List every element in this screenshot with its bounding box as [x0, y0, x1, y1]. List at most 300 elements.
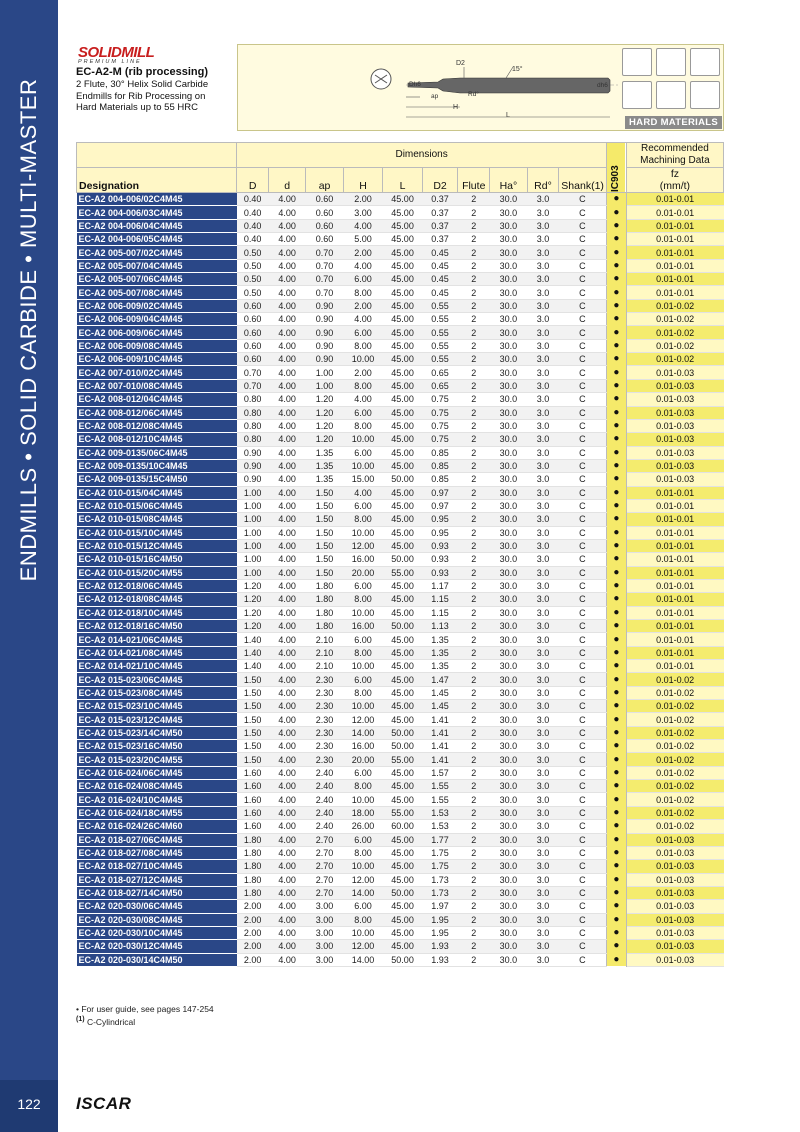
col-d: d: [268, 168, 305, 193]
dimension-cell: 1.97: [422, 900, 457, 913]
designation-cell: EC-A2 006-009/08C4M45: [77, 339, 237, 352]
dimension-cell: 2: [458, 686, 490, 699]
dimension-cell: C: [559, 740, 607, 753]
dimension-cell: 2: [458, 620, 490, 633]
dimension-cell: 2: [458, 193, 490, 206]
dimension-cell: C: [559, 326, 607, 339]
dimension-cell: 4.00: [268, 740, 305, 753]
dimension-cell: 3.0: [527, 313, 559, 326]
dimension-cell: 0.90: [306, 353, 343, 366]
designation-cell: EC-A2 005-007/08C4M45: [77, 286, 237, 299]
dimension-cell: 30.0: [490, 593, 527, 606]
dimension-cell: 30.0: [490, 873, 527, 886]
dimension-cell: 30.0: [490, 313, 527, 326]
dimension-cell: 10.00: [343, 606, 383, 619]
dimension-cell: 1.95: [422, 913, 457, 926]
dimension-cell: 2: [458, 726, 490, 739]
fz-cell: 0.01-0.01: [626, 566, 723, 579]
dimension-cell: 4.00: [268, 299, 305, 312]
dimension-cell: 2: [458, 780, 490, 793]
dimension-cell: 2: [458, 593, 490, 606]
dimension-cell: 30.0: [490, 860, 527, 873]
label-dh6-left: Dh6: [409, 81, 421, 88]
grade-availability-cell: ●: [606, 633, 626, 646]
dimension-cell: 0.95: [422, 513, 457, 526]
dimension-cell: 0.60: [306, 193, 343, 206]
fz-cell: 0.01-0.02: [626, 673, 723, 686]
dimension-cell: 1.40: [237, 633, 269, 646]
dimension-cell: 55.00: [383, 753, 423, 766]
dimension-cell: 4.00: [268, 726, 305, 739]
dimension-cell: 0.80: [237, 406, 269, 419]
dimension-cell: 30.0: [490, 286, 527, 299]
description-line: Endmills for Rib Processing on: [76, 90, 206, 102]
fz-cell: 0.01-0.02: [626, 780, 723, 793]
dimension-cell: 10.00: [343, 660, 383, 673]
dimension-cell: C: [559, 953, 607, 966]
dimension-cell: 1.13: [422, 620, 457, 633]
dimension-cell: 4.00: [268, 753, 305, 766]
dimension-cell: 45.00: [383, 593, 423, 606]
dimension-cell: 3.0: [527, 953, 559, 966]
col-D: D: [237, 168, 269, 193]
dimension-cell: 3.0: [527, 353, 559, 366]
dimension-cell: 45.00: [383, 206, 423, 219]
table-row: [77, 700, 724, 713]
designation-cell: EC-A2 004-006/03C4M45: [77, 206, 237, 219]
grade-availability-cell: ●: [606, 286, 626, 299]
dimension-cell: 1.35: [306, 459, 343, 472]
dimension-cell: 3.0: [527, 433, 559, 446]
designation-cell: EC-A2 005-007/04C4M45: [77, 259, 237, 272]
dimension-cell: 4.00: [268, 860, 305, 873]
designation-cell: EC-A2 008-012/04C4M45: [77, 393, 237, 406]
dimension-cell: 3.0: [527, 620, 559, 633]
dimension-cell: 0.60: [237, 339, 269, 352]
dimension-cell: 8.00: [343, 780, 383, 793]
dimension-cell: 1.41: [422, 753, 457, 766]
dimension-cell: 1.80: [237, 846, 269, 859]
dimension-cell: 1.80: [237, 833, 269, 846]
dimension-cell: 1.73: [422, 873, 457, 886]
table-row: [77, 419, 724, 432]
dimension-cell: 1.00: [237, 553, 269, 566]
dimension-cell: 30.0: [490, 433, 527, 446]
dimension-cell: 4.00: [268, 713, 305, 726]
dimension-cell: 3.0: [527, 913, 559, 926]
fz-cell: 0.01-0.01: [626, 219, 723, 232]
dimension-cell: 0.60: [237, 326, 269, 339]
dimension-cell: 3.0: [527, 206, 559, 219]
footnote-marker: (1): [76, 1016, 85, 1023]
dimension-cell: 3.0: [527, 553, 559, 566]
dimension-cell: 4.00: [268, 606, 305, 619]
label-rd: Rd°: [468, 91, 479, 98]
brand-logo: ISCAR: [76, 1094, 132, 1113]
dimension-cell: 4.00: [268, 633, 305, 646]
dimension-cell: 4.00: [268, 820, 305, 833]
dimension-cell: 1.20: [306, 406, 343, 419]
dimension-cell: C: [559, 339, 607, 352]
table-row: [77, 393, 724, 406]
dimension-cell: 2: [458, 673, 490, 686]
dimension-cell: 0.50: [237, 273, 269, 286]
dimension-cell: 45.00: [383, 926, 423, 939]
designation-cell: EC-A2 009-0135/06C4M45: [77, 446, 237, 459]
grade-availability-cell: ●: [606, 513, 626, 526]
dimension-cell: 4.00: [268, 940, 305, 953]
dimension-cell: 3.0: [527, 753, 559, 766]
dimension-cell: 45.00: [383, 273, 423, 286]
dimension-cell: C: [559, 860, 607, 873]
dimension-cell: 2: [458, 446, 490, 459]
designation-cell: EC-A2 008-012/08C4M45: [77, 419, 237, 432]
dimension-cell: 45.00: [383, 579, 423, 592]
dimension-cell: 4.00: [268, 206, 305, 219]
dimension-cell: 8.00: [343, 513, 383, 526]
dimension-cell: 1.80: [306, 593, 343, 606]
dimension-cell: 3.0: [527, 326, 559, 339]
grade-availability-cell: ●: [606, 886, 626, 899]
table-row: [77, 286, 724, 299]
dimension-cell: 2: [458, 806, 490, 819]
dimension-cell: 45.00: [383, 646, 423, 659]
dimension-cell: 0.37: [422, 233, 457, 246]
dimension-cell: 1.17: [422, 579, 457, 592]
grade-availability-cell: ●: [606, 700, 626, 713]
col-L: L: [383, 168, 423, 193]
table-row: [77, 326, 724, 339]
dimension-cell: 26.00: [343, 820, 383, 833]
dimension-cell: 0.45: [422, 286, 457, 299]
dimension-cell: 3.0: [527, 646, 559, 659]
dimension-cell: 3.0: [527, 579, 559, 592]
dimension-cell: 1.55: [422, 793, 457, 806]
dimension-cell: 1.35: [306, 473, 343, 486]
dimension-cell: C: [559, 433, 607, 446]
dimension-cell: 30.0: [490, 339, 527, 352]
dimension-cell: C: [559, 620, 607, 633]
dimension-cell: 30.0: [490, 459, 527, 472]
dimension-cell: 45.00: [383, 419, 423, 432]
fz-cell: 0.01-0.01: [626, 526, 723, 539]
fz-cell: 0.01-0.01: [626, 206, 723, 219]
fz-cell: 0.01-0.01: [626, 193, 723, 206]
fz-cell: 0.01-0.03: [626, 366, 723, 379]
dimension-cell: C: [559, 606, 607, 619]
dimension-cell: 2: [458, 246, 490, 259]
dimension-cell: C: [559, 926, 607, 939]
grade-availability-cell: ●: [606, 673, 626, 686]
dimension-cell: 2: [458, 273, 490, 286]
dimension-cell: 1.20: [306, 393, 343, 406]
col-H: H: [343, 168, 383, 193]
fz-cell: 0.01-0.01: [626, 499, 723, 512]
dimension-cell: 0.75: [422, 406, 457, 419]
dimension-cell: 2: [458, 646, 490, 659]
dimension-cell: 45.00: [383, 406, 423, 419]
dimension-cell: 4.00: [268, 900, 305, 913]
description-line: Hard Materials up to 55 HRC: [76, 102, 198, 113]
dimension-cell: 30.0: [490, 753, 527, 766]
dimension-cell: C: [559, 873, 607, 886]
dimension-cell: 0.40: [237, 219, 269, 232]
dimension-cell: 1.57: [422, 766, 457, 779]
dimension-cell: 3.0: [527, 299, 559, 312]
table-row: [77, 886, 724, 899]
dimension-cell: 0.55: [422, 339, 457, 352]
label-ap: ap: [431, 93, 439, 100]
dimension-cell: 2.30: [306, 753, 343, 766]
dimension-cell: 30.0: [490, 206, 527, 219]
grade-availability-cell: ●: [606, 820, 626, 833]
dimension-cell: 30.0: [490, 193, 527, 206]
dimension-cell: 8.00: [343, 913, 383, 926]
fz-cell: 0.01-0.02: [626, 353, 723, 366]
table-row: [77, 273, 724, 286]
fz-cell: 0.01-0.03: [626, 900, 723, 913]
designation-cell: EC-A2 020-030/14C4M50: [77, 953, 237, 966]
table-row: [77, 473, 724, 486]
dimension-cell: 30.0: [490, 299, 527, 312]
dimension-cell: 55.00: [383, 566, 423, 579]
dimension-cell: 3.00: [343, 206, 383, 219]
dimension-cell: 2: [458, 793, 490, 806]
grade-availability-cell: ●: [606, 940, 626, 953]
dimension-cell: 8.00: [343, 339, 383, 352]
dimension-cell: 2.30: [306, 740, 343, 753]
grade-availability-cell: ●: [606, 926, 626, 939]
dimension-cell: 18.00: [343, 806, 383, 819]
dimension-cell: 4.00: [268, 579, 305, 592]
dimension-cell: 2: [458, 700, 490, 713]
dimension-cell: 45.00: [383, 700, 423, 713]
dimension-cell: 0.55: [422, 326, 457, 339]
dimension-cell: 2: [458, 419, 490, 432]
dimension-cell: 3.0: [527, 940, 559, 953]
fz-label: fz: [670, 168, 679, 180]
grade-availability-cell: ●: [606, 219, 626, 232]
dimension-cell: C: [559, 259, 607, 272]
dimension-cell: C: [559, 526, 607, 539]
logo-main-a: SOLID: [78, 44, 122, 61]
dimension-cell: 2: [458, 379, 490, 392]
grade-availability-cell: ●: [606, 726, 626, 739]
dimension-cell: 30.0: [490, 579, 527, 592]
dimension-cell: 3.0: [527, 446, 559, 459]
dimension-cell: 0.37: [422, 219, 457, 232]
dimension-cell: 3.0: [527, 379, 559, 392]
dimension-cell: 3.0: [527, 606, 559, 619]
fz-cell: 0.01-0.01: [626, 233, 723, 246]
dimension-cell: 45.00: [383, 780, 423, 793]
designation-cell: EC-A2 018-027/10C4M45: [77, 860, 237, 873]
dimension-cell: 30.0: [490, 606, 527, 619]
fz-cell: 0.01-0.02: [626, 726, 723, 739]
dimension-cell: C: [559, 246, 607, 259]
dimension-cell: 45.00: [383, 633, 423, 646]
dimension-cell: 0.45: [422, 259, 457, 272]
grade-availability-cell: ●: [606, 553, 626, 566]
dimension-cell: 1.50: [306, 513, 343, 526]
dimension-cell: C: [559, 313, 607, 326]
dimension-cell: 2.30: [306, 726, 343, 739]
table-row: [77, 900, 724, 913]
dimension-cell: 5.00: [343, 233, 383, 246]
dimension-cell: C: [559, 553, 607, 566]
dimension-cell: 45.00: [383, 379, 423, 392]
dimension-cell: 6.00: [343, 579, 383, 592]
dimension-cell: 0.90: [237, 446, 269, 459]
dimension-cell: 2.00: [343, 366, 383, 379]
table-row: [77, 433, 724, 446]
dimension-cell: 20.00: [343, 566, 383, 579]
dimension-cell: 50.00: [383, 886, 423, 899]
dimension-cell: 30.0: [490, 900, 527, 913]
designation-cell: EC-A2 018-027/12C4M45: [77, 873, 237, 886]
dimension-cell: 3.0: [527, 339, 559, 352]
designation-cell: EC-A2 004-006/02C4M45: [77, 193, 237, 206]
table-row: [77, 673, 724, 686]
dimension-cell: 2.70: [306, 860, 343, 873]
dimension-cell: 45.00: [383, 286, 423, 299]
designation-cell: EC-A2 012-018/08C4M45: [77, 593, 237, 606]
col-fz: [626, 168, 723, 193]
fz-cell: 0.01-0.01: [626, 286, 723, 299]
dimension-cell: 10.00: [343, 433, 383, 446]
dimension-cell: 3.0: [527, 273, 559, 286]
dimension-cell: 2: [458, 633, 490, 646]
dimension-cell: 2: [458, 473, 490, 486]
dimension-cell: 2: [458, 886, 490, 899]
dimension-cell: 1.20: [237, 606, 269, 619]
dimension-cell: 45.00: [383, 326, 423, 339]
table-row: [77, 499, 724, 512]
col-D2: D2: [422, 168, 457, 193]
dimension-cell: 2.10: [306, 633, 343, 646]
fz-cell: 0.01-0.01: [626, 539, 723, 552]
designation-cell: EC-A2 016-024/08C4M45: [77, 780, 237, 793]
dimension-cell: 1.50: [237, 713, 269, 726]
table-row: [77, 539, 724, 552]
dimension-cell: C: [559, 486, 607, 499]
dimension-cell: 3.00: [306, 926, 343, 939]
dimension-cell: 1.00: [237, 526, 269, 539]
dimension-cell: 12.00: [343, 713, 383, 726]
dimension-cell: C: [559, 940, 607, 953]
fz-cell: 0.01-0.02: [626, 806, 723, 819]
dimension-cell: 0.80: [237, 419, 269, 432]
dimension-cell: 12.00: [343, 940, 383, 953]
dimension-cell: 1.00: [237, 486, 269, 499]
grade-availability-cell: ●: [606, 446, 626, 459]
dimension-cell: 4.00: [268, 553, 305, 566]
dimension-cell: 4.00: [268, 193, 305, 206]
dimension-cell: 2.40: [306, 780, 343, 793]
dimension-cell: 4.00: [268, 286, 305, 299]
dimension-cell: 30.0: [490, 406, 527, 419]
dimension-cell: 2: [458, 406, 490, 419]
dimension-cell: 10.00: [343, 459, 383, 472]
dimension-cell: 6.00: [343, 633, 383, 646]
description-line: 2 Flute, 30° Helix Solid Carbide: [76, 79, 209, 90]
fz-cell: 0.01-0.02: [626, 700, 723, 713]
dimension-cell: C: [559, 726, 607, 739]
dimension-cell: 2.30: [306, 673, 343, 686]
dimension-cell: 2: [458, 553, 490, 566]
fz-cell: 0.01-0.03: [626, 913, 723, 926]
dimension-cell: 30.0: [490, 446, 527, 459]
dimension-cell: 1.55: [422, 780, 457, 793]
designation-cell: EC-A2 015-023/12C4M45: [77, 713, 237, 726]
dimension-cell: 30.0: [490, 473, 527, 486]
grade-availability-cell: ●: [606, 593, 626, 606]
dimension-cell: 1.00: [237, 566, 269, 579]
fz-cell: 0.01-0.02: [626, 793, 723, 806]
dimension-cell: 2.10: [306, 660, 343, 673]
dimension-cell: C: [559, 393, 607, 406]
table-row: [77, 246, 724, 259]
grade-availability-cell: ●: [606, 579, 626, 592]
dimension-cell: 45.00: [383, 526, 423, 539]
section-title: ENDMILLS • SOLID CARBIDE • MULTI-MASTER: [16, 78, 41, 582]
grade-availability-cell: ●: [606, 486, 626, 499]
dimension-cell: 3.0: [527, 740, 559, 753]
dimension-cell: 10.00: [343, 926, 383, 939]
designation-cell: EC-A2 016-024/26C4M60: [77, 820, 237, 833]
table-row: [77, 406, 724, 419]
dimension-cell: 2.00: [343, 299, 383, 312]
dimension-cell: 1.35: [306, 446, 343, 459]
dimension-cell: 1.50: [306, 486, 343, 499]
dimension-cell: 16.00: [343, 740, 383, 753]
dimension-cell: 1.20: [306, 419, 343, 432]
dimension-cell: 4.00: [268, 620, 305, 633]
table-row: [77, 446, 724, 459]
fz-cell: 0.01-0.03: [626, 953, 723, 966]
designation-cell: EC-A2 009-0135/15C4M50: [77, 473, 237, 486]
dimension-cell: 0.90: [306, 339, 343, 352]
dimension-cell: 1.20: [237, 620, 269, 633]
dimension-cell: 0.60: [306, 219, 343, 232]
dimension-cell: 0.60: [237, 313, 269, 326]
dimension-cell: 4.00: [268, 766, 305, 779]
dimension-cell: C: [559, 539, 607, 552]
dimension-cell: 16.00: [343, 620, 383, 633]
grade-availability-cell: ●: [606, 433, 626, 446]
dimension-cell: 1.40: [237, 646, 269, 659]
dimension-cell: 2.40: [306, 806, 343, 819]
dimension-cell: C: [559, 673, 607, 686]
dimension-cell: 30.0: [490, 846, 527, 859]
fz-cell: 0.01-0.03: [626, 886, 723, 899]
dimension-cell: 45.00: [383, 299, 423, 312]
dimension-cell: 2: [458, 820, 490, 833]
dimension-cell: 0.75: [422, 419, 457, 432]
dimension-cell: 0.90: [306, 313, 343, 326]
grade-availability-cell: ●: [606, 686, 626, 699]
dimension-cell: 0.93: [422, 566, 457, 579]
dimension-cell: 2.40: [306, 766, 343, 779]
profile-application-icon: [690, 81, 720, 109]
dimension-cell: 3.0: [527, 406, 559, 419]
dimension-cell: 3.0: [527, 593, 559, 606]
dimension-cell: 1.20: [237, 593, 269, 606]
dimension-cell: 2.00: [237, 940, 269, 953]
grade-availability-cell: ●: [606, 206, 626, 219]
dimension-cell: 1.47: [422, 673, 457, 686]
table-row: [77, 553, 724, 566]
